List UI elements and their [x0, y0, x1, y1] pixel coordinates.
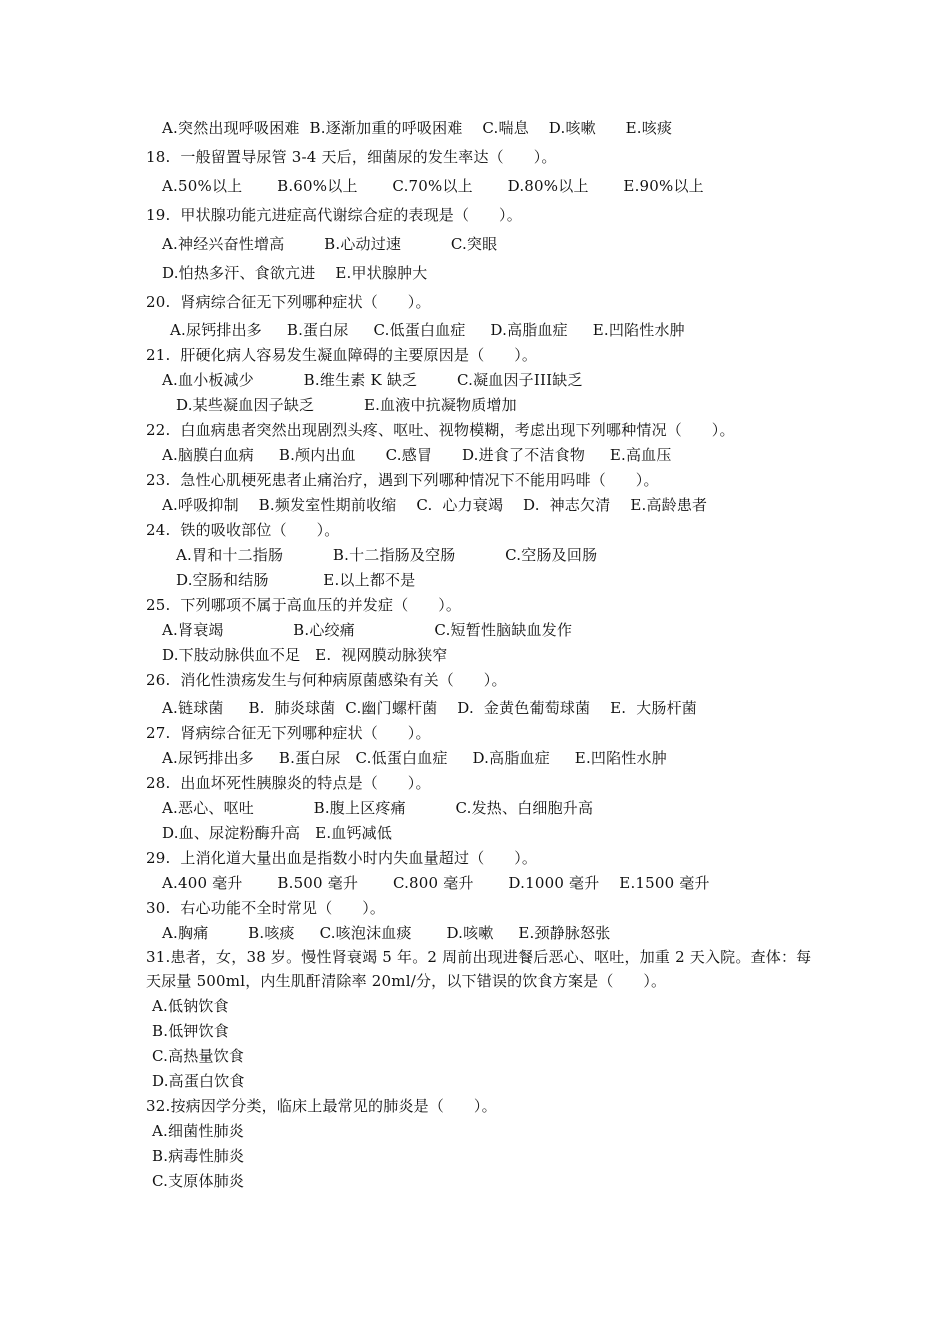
q17-options: A.突然出现呼吸困难 B.逐渐加重的呼吸困难 C.喘息 D.咳嗽 E.咳痰 — [162, 119, 673, 137]
q21-options-2: D.某些凝血因子缺乏 E.血液中抗凝物质增加 — [176, 396, 517, 414]
q31-option-d: D.高蛋白饮食 — [152, 1072, 245, 1090]
q28-options-2: D.血、尿淀粉酶升高 E.血钙减低 — [162, 824, 393, 842]
q31-question-2: 天尿量 500ml，内生肌酐清除率 20ml/分，以下错误的饮食方案是（ ）。 — [146, 972, 667, 990]
q30-question: 30. 右心功能不全时常见（ ）。 — [146, 899, 386, 917]
q27-question: 27. 肾病综合征无下列哪种症状（ ）。 — [146, 724, 431, 742]
q27-options: A.尿钙排出多 B.蛋白尿 C.低蛋白血症 D.高脂血症 E.凹陷性水肿 — [162, 749, 667, 767]
q24-options-2: D.空肠和结肠 E.以上都不是 — [176, 571, 416, 589]
q31-question-1: 31.患者，女，38 岁。慢性肾衰竭 5 年。2 周前出现进餐后恶心、呕吐，加重 2 天入院。查体：每 — [146, 948, 812, 966]
q20-options: A.尿钙排出多 B.蛋白尿 C.低蛋白血症 D.高脂血症 E.凹陷性水肿 — [170, 321, 685, 339]
q31-option-a: A.低钠饮食 — [152, 997, 229, 1015]
q18-options: A.50%以上 B.60%以上 C.70%以上 D.80%以上 E.90%以上 — [162, 177, 704, 195]
q20-question: 20. 肾病综合征无下列哪种症状（ ）。 — [146, 293, 431, 311]
q19-options-2: D.怕热多汗、食欲亢进 E.甲状腺肿大 — [162, 264, 428, 282]
q19-options-1: A.神经兴奋性增高 B.心动过速 C.突眼 — [162, 235, 498, 253]
q24-options-1: A.胃和十二指肠 B.十二指肠及空肠 C.空肠及回肠 — [176, 546, 598, 564]
q25-question: 25. 下列哪项不属于高血压的并发症（ ）。 — [146, 596, 462, 614]
q32-option-b: B.病毒性肺炎 — [152, 1147, 245, 1165]
q23-options: A.呼吸抑制 B.频发室性期前收缩 C. 心力衰竭 D. 神志欠清 E.高龄患者 — [162, 496, 708, 514]
q21-options-1: A.血小板减少 B.维生素 K 缺乏 C.凝血因子III缺乏 — [162, 371, 583, 389]
q28-question: 28. 出血坏死性胰腺炎的特点是（ ）。 — [146, 774, 431, 792]
q28-options-1: A.恶心、呕吐 B.腹上区疼痛 C.发热、白细胞升高 — [162, 799, 594, 817]
q31-option-c: C.高热量饮食 — [152, 1047, 245, 1065]
q25-options-1: A.肾衰竭 B.心绞痛 C.短暂性脑缺血发作 — [162, 621, 573, 639]
q22-options: A.脑膜白血病 B.颅内出血 C.感冒 D.进食了不洁食物 E.高血压 — [162, 446, 672, 464]
q23-question: 23. 急性心肌梗死患者止痛治疗，遇到下列哪种情况下不能用吗啡（ ）。 — [146, 471, 659, 489]
q30-options: A.胸痛 B.咳痰 C.咳泡沫血痰 D.咳嗽 E.颈静脉怒张 — [162, 924, 611, 942]
q32-question: 32.按病因学分类，临床上最常见的肺炎是（ ）。 — [146, 1097, 497, 1115]
q29-options: A.400 毫升 B.500 毫升 C.800 毫升 D.1000 毫升 E.1500 毫升 — [162, 874, 710, 892]
q18-question: 18. 一般留置导尿管 3-4 天后，细菌尿的发生率达（ ）。 — [146, 148, 557, 166]
q19-question: 19. 甲状腺功能亢进症高代谢综合症的表现是（ ）。 — [146, 206, 522, 224]
q25-options-2: D.下肢动脉供血不足 E. 视网膜动脉狭窄 — [162, 646, 448, 664]
q26-options: A.链球菌 B. 肺炎球菌 C.幽门螺杆菌 D. 金黄色葡萄球菌 E. 大肠杆菌 — [162, 699, 698, 717]
q31-option-b: B.低钾饮食 — [152, 1022, 229, 1040]
q29-question: 29. 上消化道大量出血是指数小时内失血量超过（ ）。 — [146, 849, 538, 867]
q24-question: 24. 铁的吸收部位（ ）。 — [146, 521, 340, 539]
q22-question: 22. 白血病患者突然出现剧烈头疼、呕吐、视物模糊，考虑出现下列哪种情况（ ）。 — [146, 421, 735, 439]
q32-option-a: A.细菌性肺炎 — [152, 1122, 245, 1140]
q21-question: 21. 肝硬化病人容易发生凝血障碍的主要原因是（ ）。 — [146, 346, 538, 364]
q26-question: 26. 消化性溃疡发生与何种病原菌感染有关（ ）。 — [146, 671, 507, 689]
q32-option-c: C.支原体肺炎 — [152, 1172, 245, 1190]
